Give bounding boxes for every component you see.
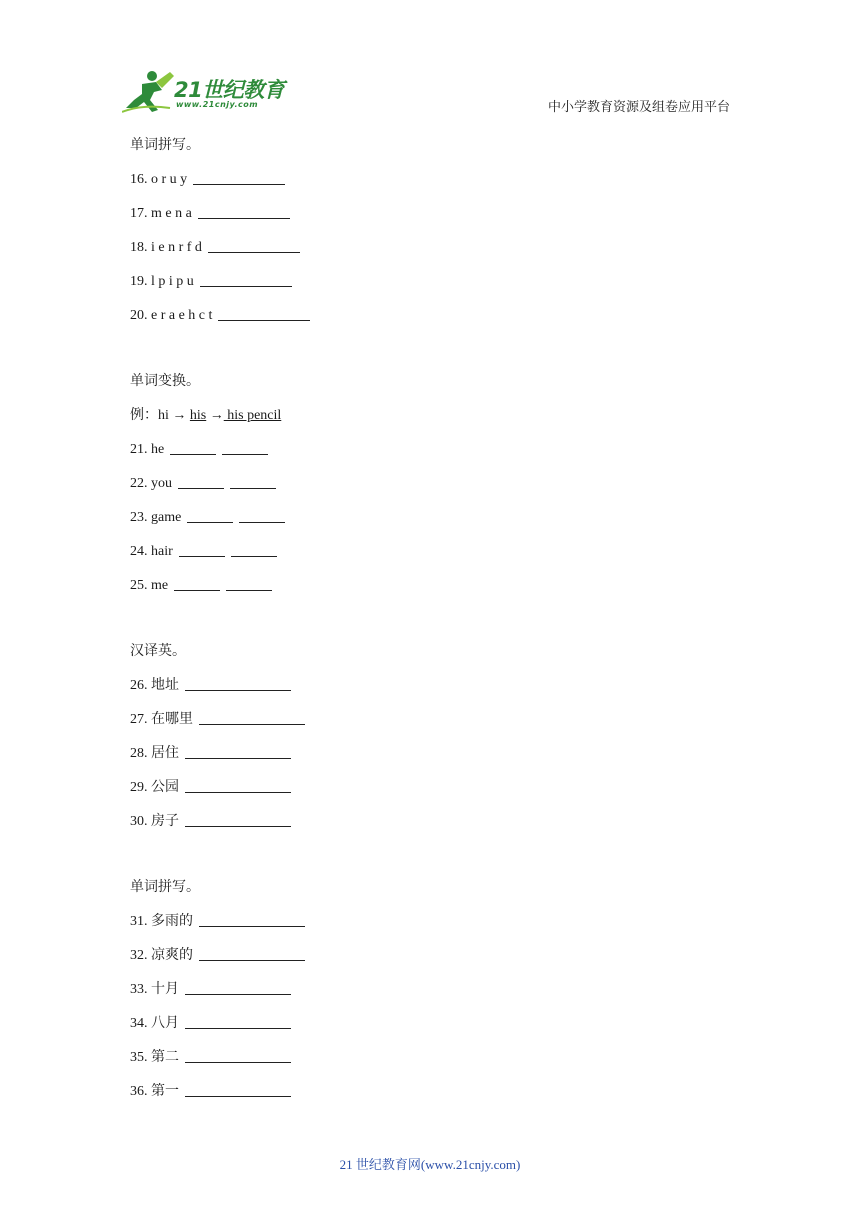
- answer-blank[interactable]: [222, 438, 268, 455]
- question-24: 24. hair: [130, 538, 730, 572]
- answer-blank[interactable]: [178, 472, 224, 489]
- example-line: 例：hi → his → his pencil: [130, 408, 282, 423]
- answer-blank[interactable]: [179, 540, 225, 557]
- question-35: 35. 第二: [130, 1044, 730, 1078]
- question-32: 32. 凉爽的: [130, 942, 730, 976]
- answer-blank[interactable]: [198, 202, 290, 219]
- example-word: his: [189, 408, 207, 423]
- example-phrase: his pencil: [223, 408, 282, 423]
- answer-blank[interactable]: [239, 506, 285, 523]
- page-header: [0, 0, 860, 130]
- answer-blank[interactable]: [199, 944, 305, 961]
- question-34: 34. 八月: [130, 1010, 730, 1044]
- page-footer: 21 世纪教育网(www.21cnjy.com): [339, 1157, 521, 1172]
- platform-title: 中小学教育资源及组卷应用平台: [547, 99, 730, 114]
- answer-blank[interactable]: [231, 540, 277, 557]
- answer-blank[interactable]: [185, 776, 291, 793]
- answer-blank[interactable]: [185, 674, 291, 691]
- question-29: 29. 公园: [130, 774, 730, 808]
- section-title-spelling: 单词拼写。: [130, 138, 200, 153]
- question-27: 27. 在哪里: [130, 706, 730, 740]
- question-25: 25. me: [130, 572, 730, 606]
- answer-blank[interactable]: [185, 1046, 291, 1063]
- section-title-spelling-2: 单词拼写。: [130, 880, 200, 895]
- answer-blank[interactable]: [185, 1080, 291, 1097]
- section-title-translate: 汉译英。: [130, 644, 186, 659]
- question-16: 16. o r u y: [130, 166, 730, 200]
- question-20: 20. e r a e h c t: [130, 302, 730, 336]
- answer-blank[interactable]: [218, 304, 310, 321]
- question-36: 36. 第一: [130, 1078, 730, 1112]
- logo: [122, 68, 292, 116]
- question-19: 19. l p i p u: [130, 268, 730, 302]
- answer-blank[interactable]: [199, 910, 305, 927]
- answer-blank[interactable]: [187, 506, 233, 523]
- answer-blank[interactable]: [199, 708, 305, 725]
- question-33: 33. 十月: [130, 976, 730, 1010]
- question-23: 23. game: [130, 504, 730, 538]
- logo-text: 21世纪教育: [174, 78, 285, 102]
- answer-blank[interactable]: [226, 574, 272, 591]
- answer-blank[interactable]: [174, 574, 220, 591]
- question-31: 31. 多雨的: [130, 908, 730, 942]
- answer-blank[interactable]: [230, 472, 276, 489]
- question-28: 28. 居住: [130, 740, 730, 774]
- logo-url: www.21cnjy.com: [176, 100, 259, 109]
- answer-blank[interactable]: [185, 1012, 291, 1029]
- question-18: 18. i e n r f d: [130, 234, 730, 268]
- question-30: 30. 房子: [130, 808, 730, 842]
- answer-blank[interactable]: [185, 742, 291, 759]
- worksheet-content: [130, 132, 730, 1112]
- question-26: 26. 地址: [130, 672, 730, 706]
- answer-blank[interactable]: [193, 168, 285, 185]
- question-21: 21. he: [130, 436, 730, 470]
- answer-blank[interactable]: [185, 978, 291, 995]
- answer-blank[interactable]: [170, 438, 216, 455]
- answer-blank[interactable]: [208, 236, 300, 253]
- question-22: 22. you: [130, 470, 730, 504]
- runner-logo-icon: [122, 68, 178, 116]
- question-17: 17. m e n a: [130, 200, 730, 234]
- answer-blank[interactable]: [200, 270, 292, 287]
- section-title-transform: 单词变换。: [130, 374, 200, 389]
- answer-blank[interactable]: [185, 810, 291, 827]
